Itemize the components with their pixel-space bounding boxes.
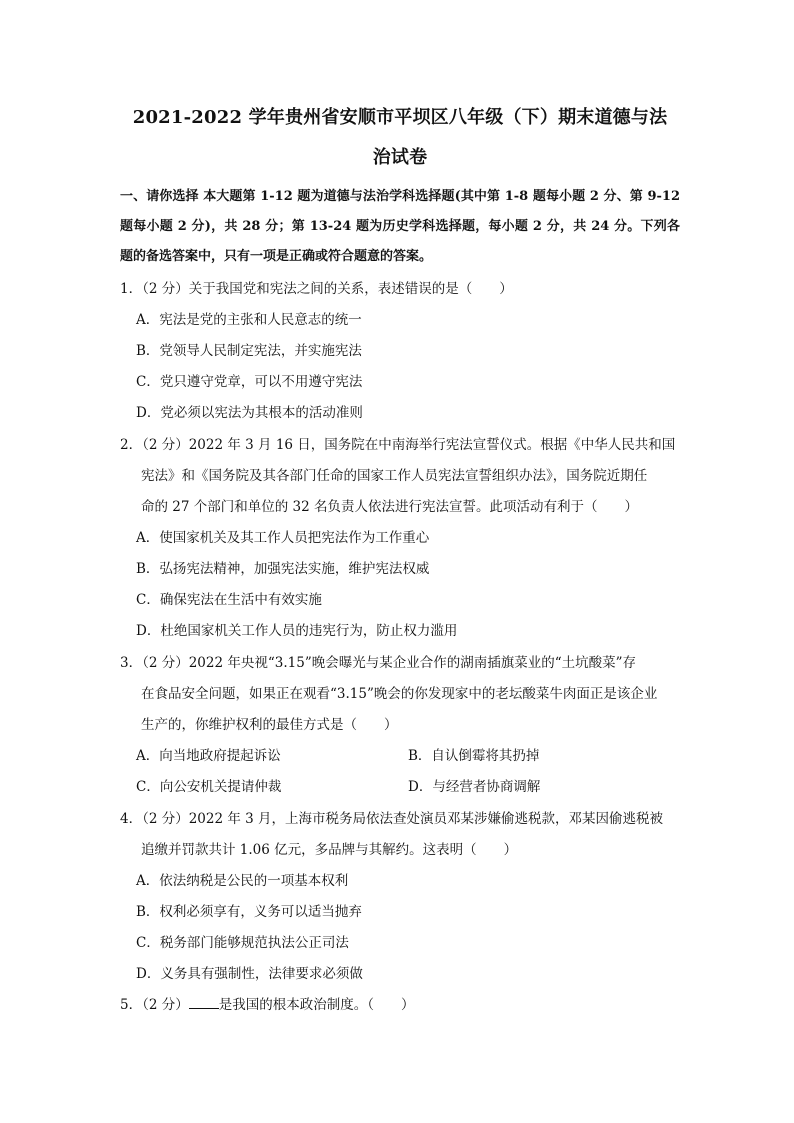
question-1-option-c: C．党只遵守党章，可以不用遵守宪法 (136, 374, 363, 390)
question-3-option-b: B．自认倒霉将其扔掉 (408, 748, 540, 764)
question-2-stem-line-1: 2．（2 分）2022 年 3 月 16 日，国务院在中南海举行宪法宣誓仪式。根据《中华人民共和国 (120, 437, 676, 453)
question-1-stem: 1．（2 分）关于我国党和宪法之间的关系，表述错误的是（ ） (120, 281, 513, 297)
question-5-stem-prefix: 5．（2 分） (120, 997, 189, 1013)
section-instructions: 一、请你选择 本大题第 1-12 题为道德与法治学科选择题(其中第 1-8 题每小题 2 分、第 9-12 题每小题 2 分)，共 28 分；第 13-24 题为历史学科选择题，每小题 2 分，共 24 分。下列各题的备选答案中，只有一项是正确或符合题意的答案。 (120, 189, 680, 264)
exam-title-line-2: 治试卷 (372, 147, 428, 168)
question-4-option-b: B．权利必须享有，义务可以适当抛弃 (136, 904, 362, 920)
question-3-options-row-2 (120, 772, 680, 803)
question-5-answer-blank (189, 996, 219, 1009)
question-3-option-d: D．与经营者协商调解 (408, 779, 541, 795)
question-4-stem-line-1: 4．（2 分）2022 年 3 月，上海市税务局依法查处演员邓某涉嫌偷逃税款，邓某因偷逃税被 (120, 811, 664, 827)
question-4-stem (120, 804, 680, 866)
question-1-option-a: A．宪法是党的主张和人民意志的统一 (136, 312, 362, 328)
question-3-stem-line-3: 生产的，你维护权利的最佳方式是（ ） (141, 717, 398, 733)
question-5-stem-suffix: 是我国的根本政治制度。（ ） (218, 997, 415, 1013)
question-3 (120, 648, 680, 803)
exam-title-line-1: 2021-2022 学年贵州省安顺市平坝区八年级（下）期末道德与法 (132, 107, 668, 128)
question-4-option-c: C．税务部门能够规范执法公正司法 (136, 935, 349, 951)
question-4-option-a: A．依法纳税是公民的一项基本权利 (136, 873, 349, 889)
question-1-option-b: B．党领导人民制定宪法，并实施宪法 (136, 343, 362, 359)
question-2-option-d: D．杜绝国家机关工作人员的违宪行为，防止权力滥用 (136, 623, 458, 639)
question-4-option-d: D．义务具有强制性，法律要求必须做 (136, 966, 363, 982)
question-5 (120, 990, 680, 1021)
question-3-options-row-1 (120, 741, 680, 772)
question-2-option-a: A．使国家机关及其工作人员把宪法作为工作重心 (136, 530, 430, 546)
question-3-stem (120, 648, 680, 741)
question-1 (120, 274, 680, 429)
question-3-option-c: C．向公安机关提请仲裁 (136, 779, 282, 795)
question-4 (120, 804, 680, 990)
question-2-stem (120, 430, 680, 523)
question-2-option-c: C．确保宪法在生活中有效实施 (136, 592, 322, 608)
question-2-stem-line-3: 命的 27 个部门和单位的 32 名负责人依法进行宪法宣誓。此项活动有利于（ ） (141, 499, 639, 515)
question-2-stem-line-2: 宪法》和《国务院及其各部门任命的国家工作人员宪法宣誓组织办法》，国务院近期任 (141, 468, 648, 484)
question-3-stem-line-2: 在食品安全问题，如果正在观看“3.15”晚会的你发现家中的老坛酸菜牛肉面正是该企业 (141, 686, 658, 702)
question-5-stem (120, 990, 680, 1021)
question-2-option-b: B．弘扬宪法精神，加强宪法实施，维护宪法权威 (136, 561, 430, 577)
question-4-stem-line-2: 追缴并罚款共计 1.06 亿元，多品牌与其解约。这表明（ ） (141, 842, 518, 858)
question-3-stem-line-1: 3．（2 分）2022 年央视“3.15”晚会曝光与某企业合作的湖南插旗菜业的“土坑酸菜”存 (120, 655, 637, 671)
question-2 (120, 430, 680, 647)
question-3-option-a: A．向当地政府提起诉讼 (136, 748, 281, 764)
question-1-option-d: D．党必须以宪法为其根本的活动准则 (136, 405, 363, 421)
